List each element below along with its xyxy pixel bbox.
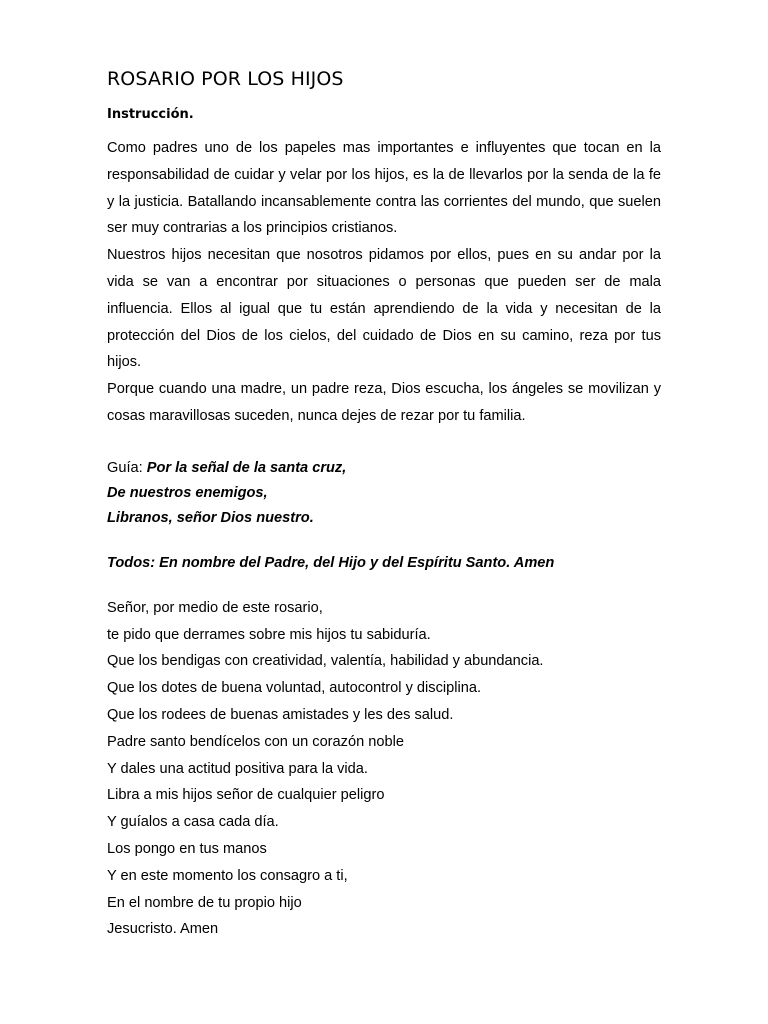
prayer-line: Y guíalos a casa cada día.	[107, 814, 279, 831]
prayer-line: Y dales una actitud positiva para la vida.	[107, 760, 368, 777]
prayer-line: Que los bendigas con creatividad, valentía, habilidad y abundancia.	[107, 653, 544, 670]
document-content	[107, 66, 661, 943]
prayer-line: Que los rodees de buenas amistades y les des salud.	[107, 706, 454, 723]
instruction-heading: Instrucción.	[107, 107, 194, 122]
intro-paragraph: Porque cuando una madre, un padre reza, Dios escucha, los ángeles se movilizan y cosas maravillosas suceden, nunca dejes de rezar por tu familia.	[107, 381, 661, 424]
intro-paragraph: Como padres uno de los papeles mas importantes e influyentes que tocan en la responsabilidad de cuidar y velar por los hijos, es la de llevarlos por la senda de la fe y la justicia. Batallando incansablemente contra las corrientes del mundo, que suelen ser muy contrarias a los principios cristianos.	[107, 140, 661, 237]
guide-verse: Libranos, señor Dios nuestro.	[107, 509, 314, 526]
instruction-text	[107, 135, 661, 430]
prayer-line: Los pongo en tus manos	[107, 840, 267, 857]
intro-paragraph: Nuestros hijos necesitan que nosotros pidamos por ellos, pues en su andar por la vida se van a encontrar por situaciones o personas que pueden ser de mala influencia. Ellos al igual que tu están aprendiendo de la vida y necesitan de la protección del Dios de los cielos, del cuidado de Dios en su camino, reza por tus hijos.	[107, 247, 661, 371]
prayer-line: Señor, por medio de este rosario,	[107, 599, 323, 616]
prayer-line: En el nombre de tu propio hijo	[107, 894, 302, 911]
document-title: ROSARIO POR LOS HIJOS	[107, 68, 344, 90]
todos-response: Todos: En nombre del Padre, del Hijo y del Espíritu Santo. Amen	[107, 554, 555, 571]
prayer-line: Que los dotes de buena voluntad, autocontrol y disciplina.	[107, 680, 482, 697]
prayer-line: Libra a mis hijos señor de cualquier peligro	[107, 787, 385, 804]
prayer-line: Y en este momento los consagro a ti,	[107, 867, 348, 884]
prayer-block	[107, 595, 661, 943]
prayer-line: te pido que derrames sobre mis hijos tu sabiduría.	[107, 626, 431, 643]
guide-verse: Por la señal de la santa cruz,	[146, 459, 347, 476]
prayer-line: Padre santo bendícelos con un corazón noble	[107, 733, 404, 750]
prayer-line: Jesucristo. Amen	[107, 921, 219, 938]
guide-verse: De nuestros enemigos,	[107, 484, 268, 501]
guide-label: Guía:	[107, 459, 147, 476]
guide-line	[107, 456, 661, 481]
guide-block	[107, 456, 661, 531]
